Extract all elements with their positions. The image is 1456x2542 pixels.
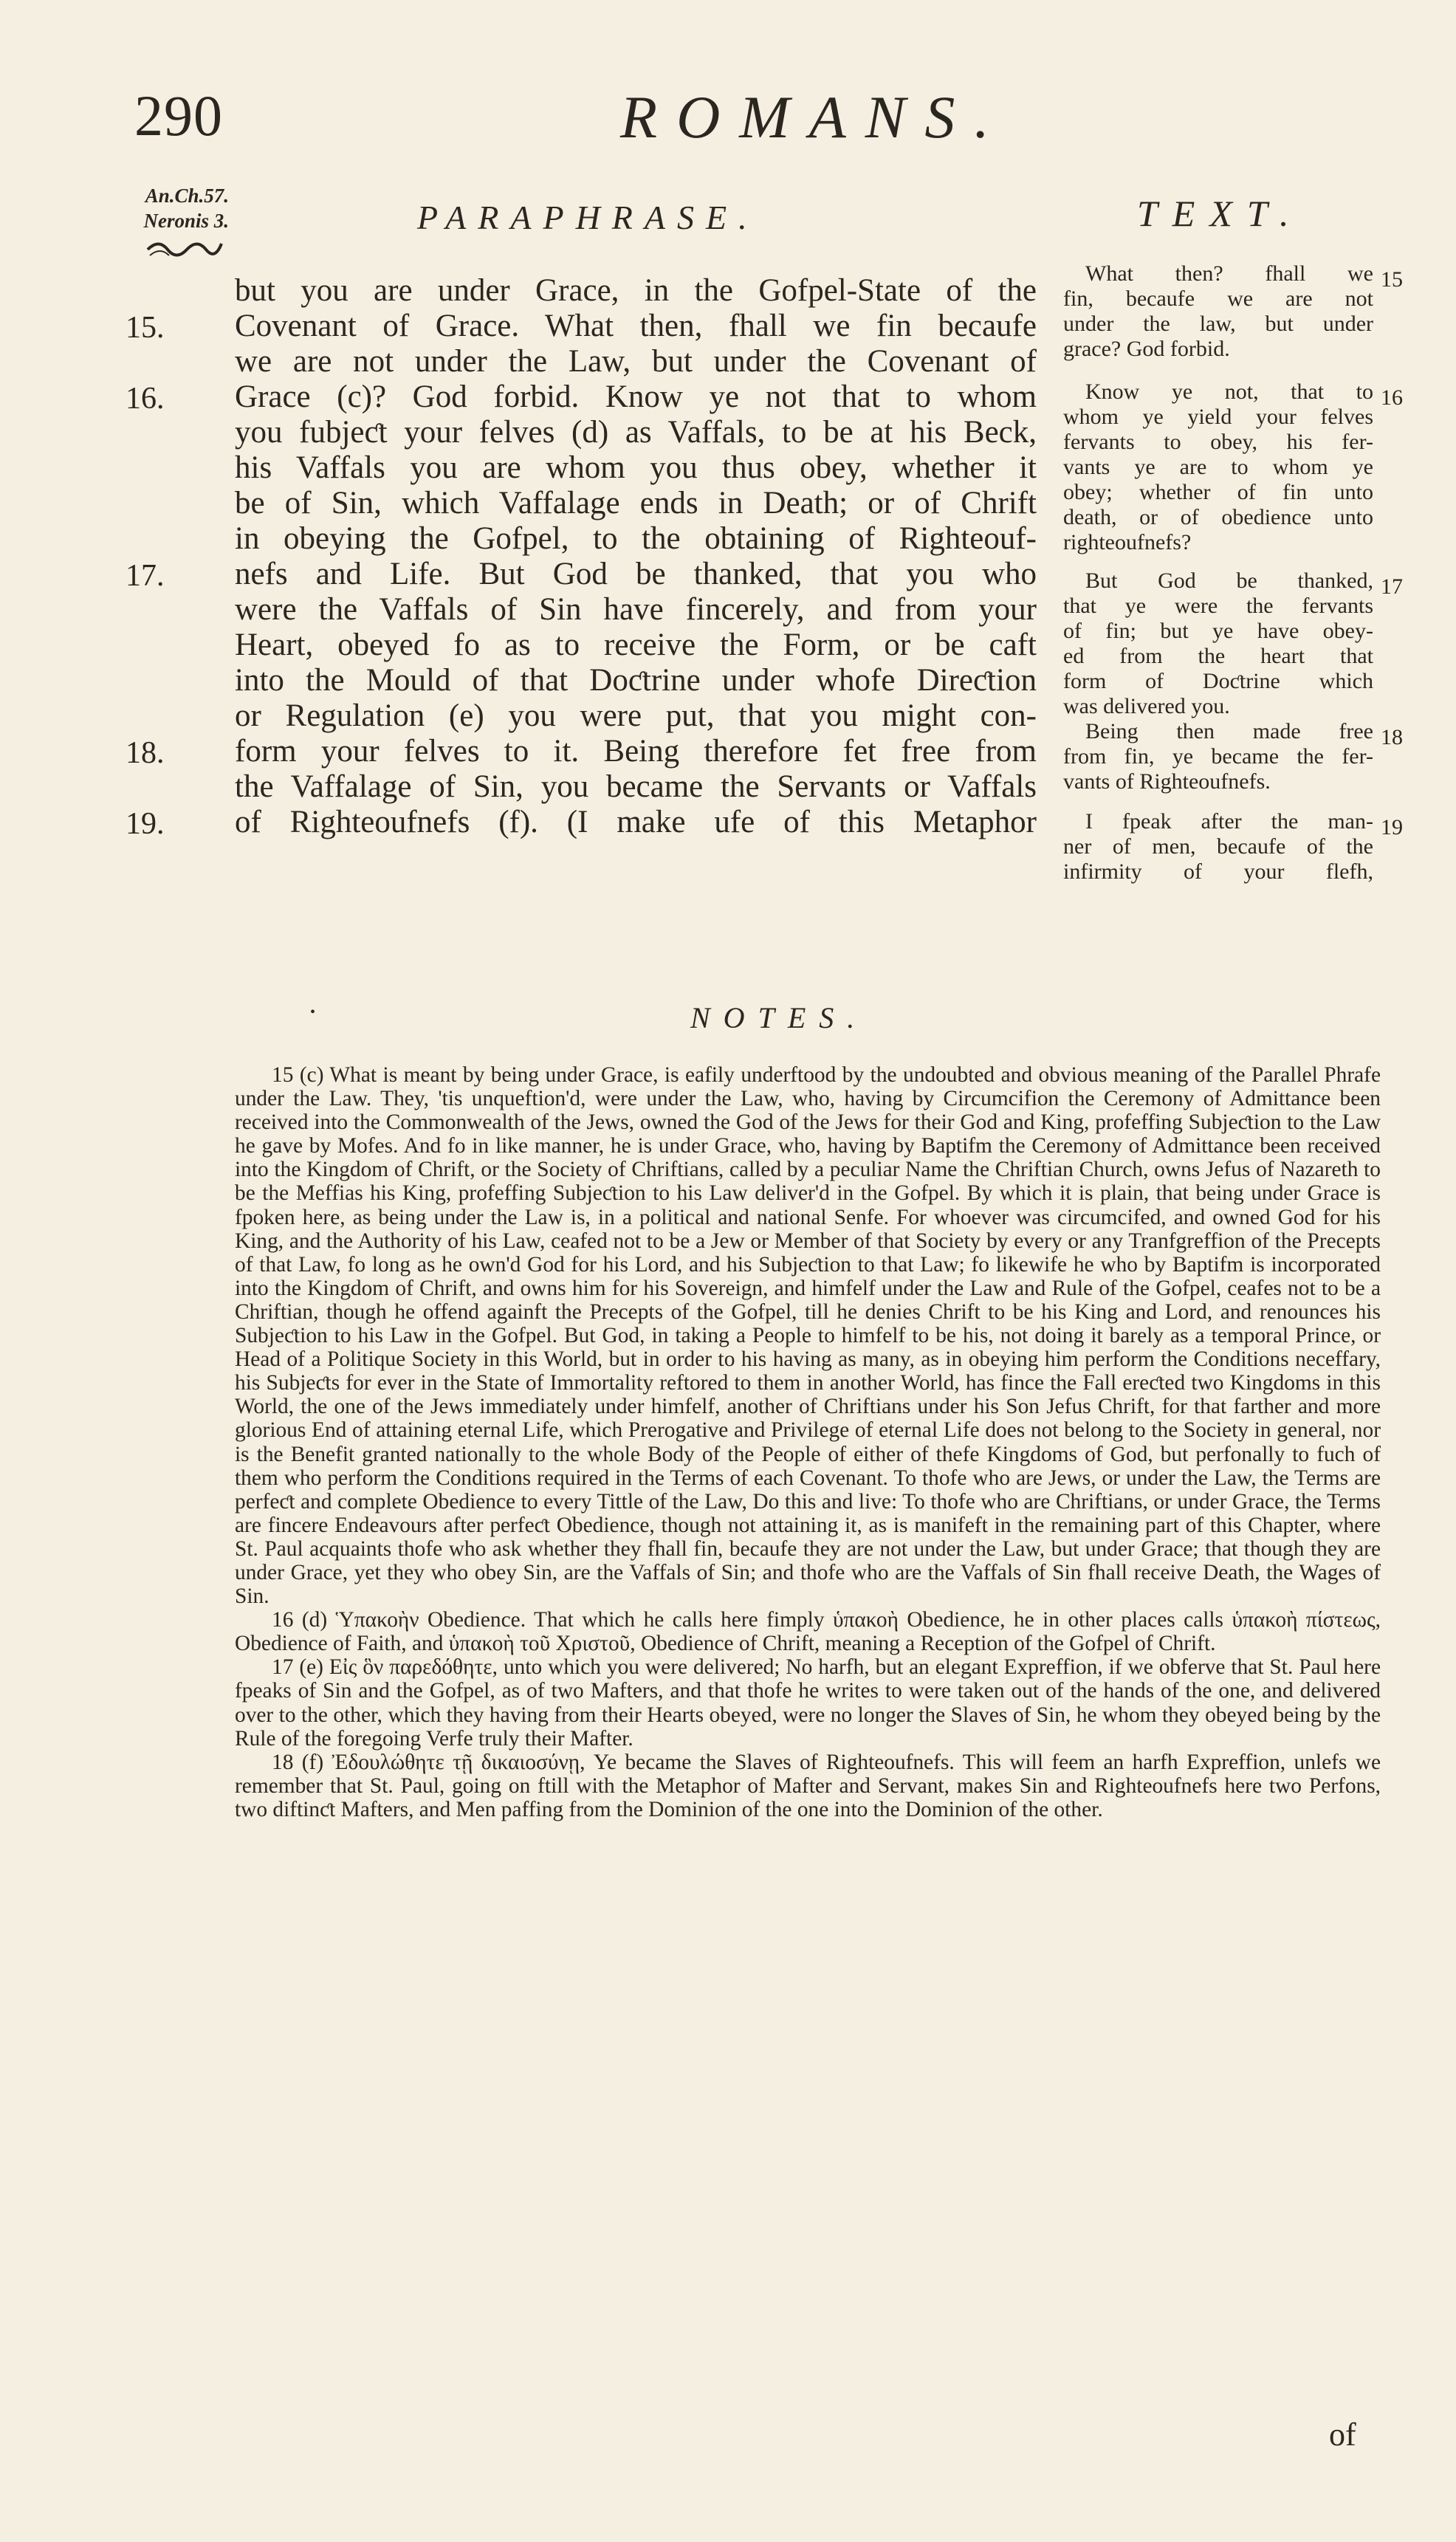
text-line: Being then made free <box>1085 719 1373 743</box>
paraphrase-line: Covenant of Grace. What then, fhall we fin becaufe <box>235 309 1037 343</box>
text-verse-number: 17 <box>1381 574 1403 599</box>
notes-body <box>235 1063 1381 1821</box>
paraphrase-line: of Righteoufnefs (f). (I make ufe of this Metaphor <box>235 805 1037 839</box>
paraphrase-line: we are not under the Law, but under the Covenant of <box>235 344 1037 379</box>
verse-number: 19. <box>126 807 165 841</box>
paraphrase-line: in obeying the Gofpel, to the obtaining of Righteouf- <box>235 521 1037 556</box>
paraphrase-heading: PARAPHRASE. <box>417 199 759 236</box>
text-line: But God be thanked, <box>1085 568 1373 593</box>
verse-number: 17. <box>126 559 165 593</box>
text-line: of fin; but ye have obey- <box>1063 619 1373 643</box>
paraphrase-line: be of Sin, which Vaffalage ends in Death; or of Chrift <box>235 486 1037 521</box>
note-paragraph: 16 (d) Ὑπακοὴν Obedience. That which he calls here fimply ὑπακοὴ Obedience, he in other places calls ὑπακοὴ πίστεως, Obedience of Faith, and ὑπακοὴ τοῦ Χριστοῦ, Obedience of Chrift, meaning a Reception of the Gofpel of Chrift. <box>235 1608 1381 1656</box>
text-verse-number: 19 <box>1381 815 1403 839</box>
verse-number: 16. <box>126 382 165 416</box>
catchword: of <box>1329 2416 1356 2453</box>
paraphrase-line: you fubjeƈt your felves (d) as Vaffals, to be at his Beck, <box>235 415 1037 450</box>
text-line: What then? fhall we <box>1085 261 1373 286</box>
stray-mark: • <box>310 1004 316 1020</box>
text-line: Know ye not, that to <box>1085 379 1373 404</box>
paraphrase-line: nefs and Life. But God be thanked, that you who <box>235 557 1037 591</box>
text-heading: TEXT. <box>1137 193 1304 234</box>
text-line: ed from the heart that <box>1063 644 1373 668</box>
text-line: ner of men, becaufe of the <box>1063 834 1373 859</box>
text-line: form of Doƈtrine which <box>1063 669 1373 693</box>
text-line: whom ye yield your felves <box>1063 405 1373 429</box>
paraphrase-line: were the Vaffals of Sin have fincerely, and from your <box>235 592 1037 627</box>
text-line: righteoufnefs? <box>1063 530 1192 554</box>
text-line: was delivered you. <box>1063 694 1230 718</box>
text-line: infirmity of your flefh, <box>1063 859 1373 884</box>
text-line: death, or of obedience unto <box>1063 505 1373 529</box>
paraphrase-line: his Vaffals you are whom you thus obey, whether it <box>235 450 1037 485</box>
verse-number: 18. <box>126 736 165 770</box>
text-line: from fin, ye became the fer- <box>1063 744 1373 769</box>
paraphrase-line: form your felves to it. Being therefore fet free from <box>235 734 1037 769</box>
text-line: fin, becaufe we are not <box>1063 286 1373 311</box>
verse-number: 15. <box>126 311 165 345</box>
paraphrase-line: but you are under Grace, in the Gofpel-State of the <box>235 273 1037 308</box>
text-line: under the law, but under <box>1063 312 1373 336</box>
text-line: grace? God forbid. <box>1063 337 1230 361</box>
notes-heading: NOTES. <box>690 1001 868 1034</box>
ornament-flourish <box>144 235 225 264</box>
text-verse-number: 18 <box>1381 725 1403 749</box>
text-line: I fpeak after the man- <box>1085 809 1373 834</box>
paraphrase-line: Grace (c)? God forbid. Know ye not that to whom <box>235 379 1037 414</box>
text-line: vants ye are to whom ye <box>1063 455 1373 479</box>
margin-date-year: An.Ch.57. <box>145 185 229 207</box>
paraphrase-line: into the Mould of that Doƈtrine under whofe Direƈtion <box>235 663 1037 698</box>
text-verse-number: 15 <box>1381 267 1403 292</box>
text-line: fervants to obey, his fer- <box>1063 430 1373 454</box>
note-paragraph: 18 (f) Ἐδουλώθητε τῇ δικαιοσύνῃ, Ye became the Slaves of Righteoufnefs. This will feem an harfh Expreffion, unlefs we remember that St. Paul, going on ftill with the Metaphor of Mafter and Servant, makes Sin and Righteoufnefs here two Perfons, two diftinƈt Mafters, and Men paffing from the Dominion of the one into the Dominion of the other. <box>235 1750 1381 1821</box>
page-number: 290 <box>134 83 223 148</box>
text-verse-number: 16 <box>1381 385 1403 410</box>
margin-date-reign: Neronis 3. <box>143 210 229 232</box>
paraphrase-line: the Vaffalage of Sin, you became the Servants or Vaffals <box>235 769 1037 804</box>
paraphrase-line: Heart, obeyed fo as to receive the Form, or be caft <box>235 628 1037 662</box>
paraphrase-line: or Regulation (e) you were put, that you might con- <box>235 698 1037 733</box>
note-paragraph: 17 (e) Εἰς ὃν παρεδόθητε, unto which you were delivered; No harfh, but an elegant Expreffion, if we obferve that St. Paul here fpeaks of Sin and the Gofpel, as of two Mafters, and that thofe he writes to were taken out of the hands of the one, and delivered over to the other, which they having from their Hearts obeyed, were no longer the Slaves of Sin, he whom they obeyed being by the Rule of the foregoing Verfe truly their Mafter. <box>235 1655 1381 1751</box>
text-line: that ye were the fervants <box>1063 594 1373 618</box>
text-line: vants of Righteoufnefs. <box>1063 769 1271 794</box>
margin-date <box>103 183 229 233</box>
note-paragraph: 15 (c) What is meant by being under Grace, is eafily underftood by the undoubted and obvious meaning of the Parallel Phrafe under the Law. They, 'tis unqueftion'd, were under the Law, who, having by Circumcifion the Ceremony of Admittance been received into the Commonwealth of the Jews, owned the God of the Jews for their God and King, profeffing Subjeƈtion to the Law he gave by Mofes. And fo in like manner, he is under Grace, who, having by Baptifm the Ceremony of Admittance been received into the Kingdom of Chrift, or the Society of Chriftians, called by a peculiar Name the Chriftian Church, owns Jefus of Nazareth to be the Meffias his King, profeffing Subjeƈtion to his Law deliver'd in the Gofpel. By which it is plain, that being under Grace is fpoken here, as being under the Law is, in a political and national Senfe. For whoever was circumcifed, and owned God for his King, and the Authority of his Law, ceafed not to be a Jew or Member of that Society by every or any Tranfgreffion of the Precepts of that Law, fo long as he own'd God for his Lord, and his Subjeƈtion to that Law; fo likewife he who by Baptifm is incorporated into the Kingdom of Chrift, and owns him for his Sovereign, and himfelf under the Law and Rule of the Gofpel, ceafes not to be a Chriftian, though he offend againft the Precepts of the Gofpel, till he denies Chrift to be his King and Lord, and renounces his Subjeƈtion to his Law in the Gofpel. But God, in taking a People to himfelf to be his, not doing it barely as a temporal Prince, or Head of a Politique Society in this World, but in order to his having as many, as in obeying him perform the Conditions neceffary, his Subjeƈts for ever in the State of Immortality reftored to them in another World, has fince the Fall ereƈted two Kingdoms in this World, the one of the Jews immediately under himfelf, another of Chriftians under his Son Jefus Chrift, for that farther and more glorious End of attaining eternal Life, which Prerogative and Privilege of eternal Life does not belong to the Society in general, nor is the Benefit granted nationally to the whole Body of the People of either of thefe Kingdoms of God, but perfonally to fuch of them who perform the Conditions required in the Terms of each Covenant. To thofe who are Jews, or under the Law, the Terms are perfeƈt and complete Obedience to every Tittle of the Law, Do this and live: To thofe who are Chriftians, or under Grace, the Terms are fincere Endeavours after perfeƈt Obedience, though not attaining it, as is manifeft in the remaining part of this Chapter, where St. Paul acquaints thofe who ask whether they fhall fin, becaufe they are not under the Law, but under Grace; that though they are under Grace, yet they who obey Sin, are the Vaffals of Sin; and thofe who are the Vaffals of Sin fhall receive Death, the Wages of Sin. <box>235 1063 1381 1609</box>
text-line: obey; whether of fin unto <box>1063 480 1373 504</box>
running-title: ROMANS. <box>620 83 1009 151</box>
